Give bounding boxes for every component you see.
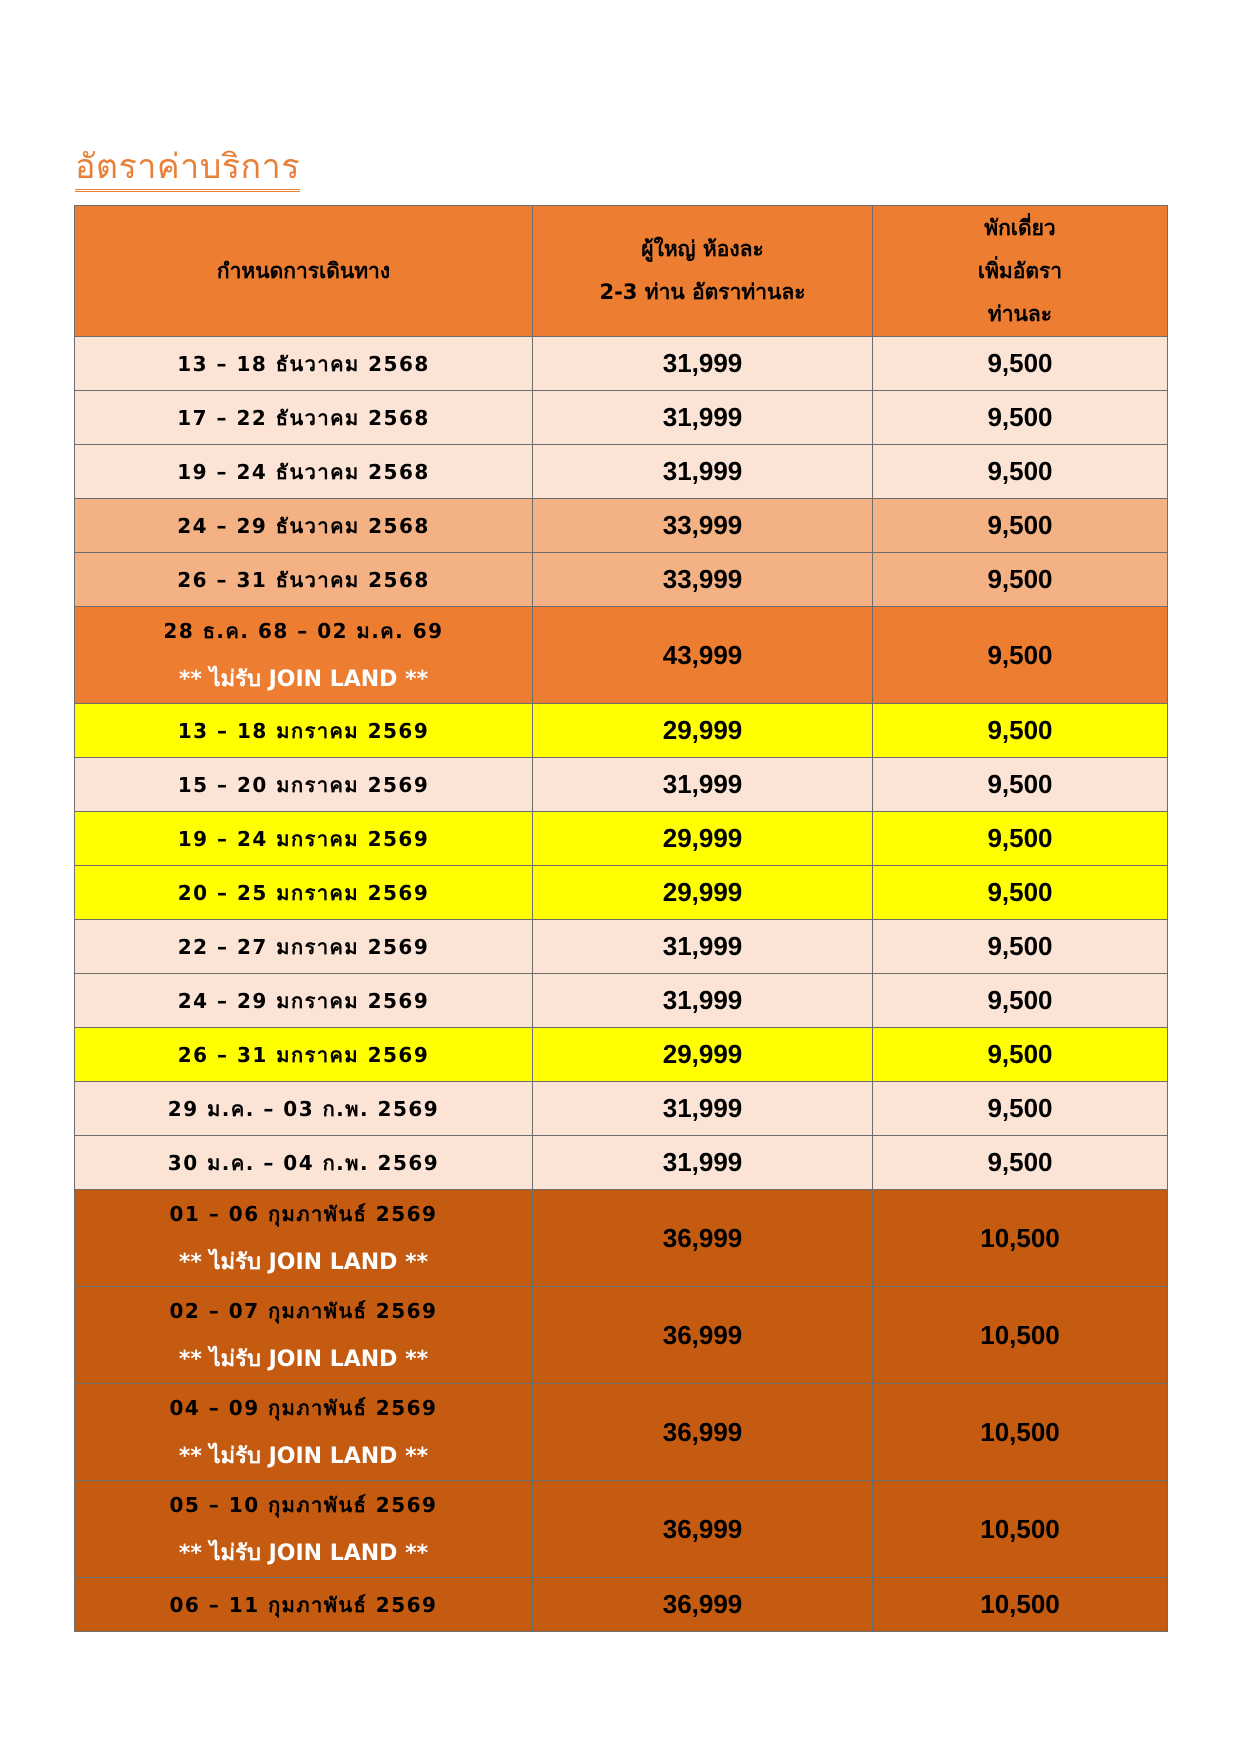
table-row	[75, 758, 1168, 812]
travel-date: 30 ม.ค. – 04 ก.พ. 2569	[167, 1150, 440, 1175]
travel-date-cell	[75, 607, 533, 704]
no-join-land-note: ** ไม่รับ JOIN LAND **	[178, 666, 429, 692]
table-row	[75, 1287, 1168, 1384]
travel-date: 19 – 24 มกราคม 2569	[177, 826, 430, 851]
table-row	[75, 445, 1168, 499]
adult-price: 31,999	[533, 974, 873, 1028]
table-row	[75, 1028, 1168, 1082]
adult-price: 31,999	[533, 445, 873, 499]
header-single-line1: พักเดี่ยว	[984, 215, 1056, 240]
travel-date-cell	[75, 1287, 533, 1384]
travel-date-cell	[75, 1384, 533, 1481]
table-row	[75, 337, 1168, 391]
table-row	[75, 920, 1168, 974]
travel-date: 26 – 31 ธันวาคม 2568	[177, 567, 430, 592]
travel-date: 24 – 29 มกราคม 2569	[177, 988, 430, 1013]
travel-date: 01 – 06 กุมภาพันธ์ 2569	[169, 1201, 438, 1226]
travel-date-cell	[75, 1028, 533, 1082]
travel-date: 05 – 10 กุมภาพันธ์ 2569	[169, 1492, 438, 1517]
adult-price: 33,999	[533, 553, 873, 607]
travel-date-cell	[75, 1481, 533, 1578]
single-supplement-price: 9,500	[873, 1136, 1168, 1190]
adult-price: 31,999	[533, 337, 873, 391]
travel-date: 26 – 31 มกราคม 2569	[177, 1042, 430, 1067]
travel-date-cell	[75, 391, 533, 445]
table-row	[75, 1481, 1168, 1578]
travel-date-cell	[75, 704, 533, 758]
adult-price: 36,999	[533, 1481, 873, 1578]
no-join-land-note: ** ไม่รับ JOIN LAND **	[178, 1249, 429, 1275]
table-row	[75, 607, 1168, 704]
travel-date: 29 ม.ค. – 03 ก.พ. 2569	[167, 1096, 440, 1121]
table-row	[75, 1190, 1168, 1287]
single-supplement-price: 9,500	[873, 499, 1168, 553]
adult-price: 29,999	[533, 866, 873, 920]
single-supplement-price: 10,500	[873, 1384, 1168, 1481]
travel-date-cell	[75, 974, 533, 1028]
header-single-supplement	[873, 206, 1168, 337]
header-adult-price-line1: ผู้ใหญ่ ห้องละ	[641, 237, 764, 261]
travel-date: 22 – 27 มกราคม 2569	[177, 934, 430, 959]
travel-date-cell	[75, 1082, 533, 1136]
travel-date: 28 ธ.ค. 68 – 02 ม.ค. 69	[163, 618, 444, 643]
adult-price: 31,999	[533, 1082, 873, 1136]
single-supplement-price: 9,500	[873, 920, 1168, 974]
single-supplement-price: 9,500	[873, 704, 1168, 758]
table-row	[75, 1578, 1168, 1632]
header-single-line3: ท่านละ	[987, 301, 1053, 326]
table-row	[75, 1136, 1168, 1190]
no-join-land-note: ** ไม่รับ JOIN LAND **	[178, 1443, 429, 1469]
adult-price: 29,999	[533, 704, 873, 758]
travel-date: 02 – 07 กุมภาพันธ์ 2569	[169, 1298, 438, 1323]
table-row	[75, 974, 1168, 1028]
table-row	[75, 704, 1168, 758]
adult-price: 31,999	[533, 920, 873, 974]
table-row	[75, 812, 1168, 866]
single-supplement-price: 9,500	[873, 337, 1168, 391]
travel-date: 06 – 11 กุมภาพันธ์ 2569	[169, 1592, 438, 1617]
table-row	[75, 866, 1168, 920]
table-row	[75, 553, 1168, 607]
travel-date-cell	[75, 812, 533, 866]
header-adult-price	[533, 206, 873, 337]
table-header-row	[75, 206, 1168, 337]
adult-price: 36,999	[533, 1384, 873, 1481]
single-supplement-price: 9,500	[873, 974, 1168, 1028]
adult-price: 33,999	[533, 499, 873, 553]
single-supplement-price: 10,500	[873, 1578, 1168, 1632]
single-supplement-price: 10,500	[873, 1190, 1168, 1287]
travel-date: 24 – 29 ธันวาคม 2568	[177, 513, 430, 538]
travel-date: 17 – 22 ธันวาคม 2568	[177, 405, 430, 430]
adult-price: 36,999	[533, 1287, 873, 1384]
travel-date-cell	[75, 1190, 533, 1287]
no-join-land-note: ** ไม่รับ JOIN LAND **	[178, 1540, 429, 1566]
travel-date-cell	[75, 553, 533, 607]
table-row	[75, 1384, 1168, 1481]
adult-price: 36,999	[533, 1190, 873, 1287]
table-row	[75, 391, 1168, 445]
travel-date-cell	[75, 920, 533, 974]
travel-date: 20 – 25 มกราคม 2569	[177, 880, 430, 905]
adult-price: 31,999	[533, 391, 873, 445]
header-adult-price-line2: 2-3 ท่าน อัตราท่านละ	[599, 280, 806, 304]
travel-date: 13 – 18 ธันวาคม 2568	[177, 351, 430, 376]
adult-price: 29,999	[533, 812, 873, 866]
adult-price: 36,999	[533, 1578, 873, 1632]
header-travel-dates	[75, 206, 533, 337]
single-supplement-price: 9,500	[873, 866, 1168, 920]
single-supplement-price: 9,500	[873, 391, 1168, 445]
adult-price: 43,999	[533, 607, 873, 704]
single-supplement-price: 9,500	[873, 812, 1168, 866]
travel-date-cell	[75, 1578, 533, 1632]
travel-date-cell	[75, 866, 533, 920]
travel-date: 15 – 20 มกราคม 2569	[177, 772, 430, 797]
adult-price: 29,999	[533, 1028, 873, 1082]
single-supplement-price: 9,500	[873, 1028, 1168, 1082]
single-supplement-price: 9,500	[873, 1082, 1168, 1136]
travel-date-cell	[75, 758, 533, 812]
single-supplement-price: 10,500	[873, 1287, 1168, 1384]
rates-table	[74, 205, 1168, 1632]
travel-date-cell	[75, 445, 533, 499]
travel-date: 13 – 18 มกราคม 2569	[177, 718, 430, 743]
travel-date: 19 – 24 ธันวาคม 2568	[177, 459, 430, 484]
travel-date: 04 – 09 กุมภาพันธ์ 2569	[169, 1395, 438, 1420]
adult-price: 31,999	[533, 758, 873, 812]
header-travel-dates-label: กำหนดการเดินทาง	[216, 258, 391, 283]
single-supplement-price: 9,500	[873, 553, 1168, 607]
single-supplement-price: 9,500	[873, 758, 1168, 812]
single-supplement-price: 9,500	[873, 445, 1168, 499]
header-single-line2: เพิ่มอัตรา	[977, 258, 1063, 283]
single-supplement-price: 9,500	[873, 607, 1168, 704]
table-row	[75, 1082, 1168, 1136]
page-title: อัตราค่าบริการ	[75, 146, 300, 192]
single-supplement-price: 10,500	[873, 1481, 1168, 1578]
adult-price: 31,999	[533, 1136, 873, 1190]
travel-date-cell	[75, 1136, 533, 1190]
table-row	[75, 499, 1168, 553]
travel-date-cell	[75, 499, 533, 553]
no-join-land-note: ** ไม่รับ JOIN LAND **	[178, 1346, 429, 1372]
travel-date-cell	[75, 337, 533, 391]
table-body	[75, 337, 1168, 1632]
